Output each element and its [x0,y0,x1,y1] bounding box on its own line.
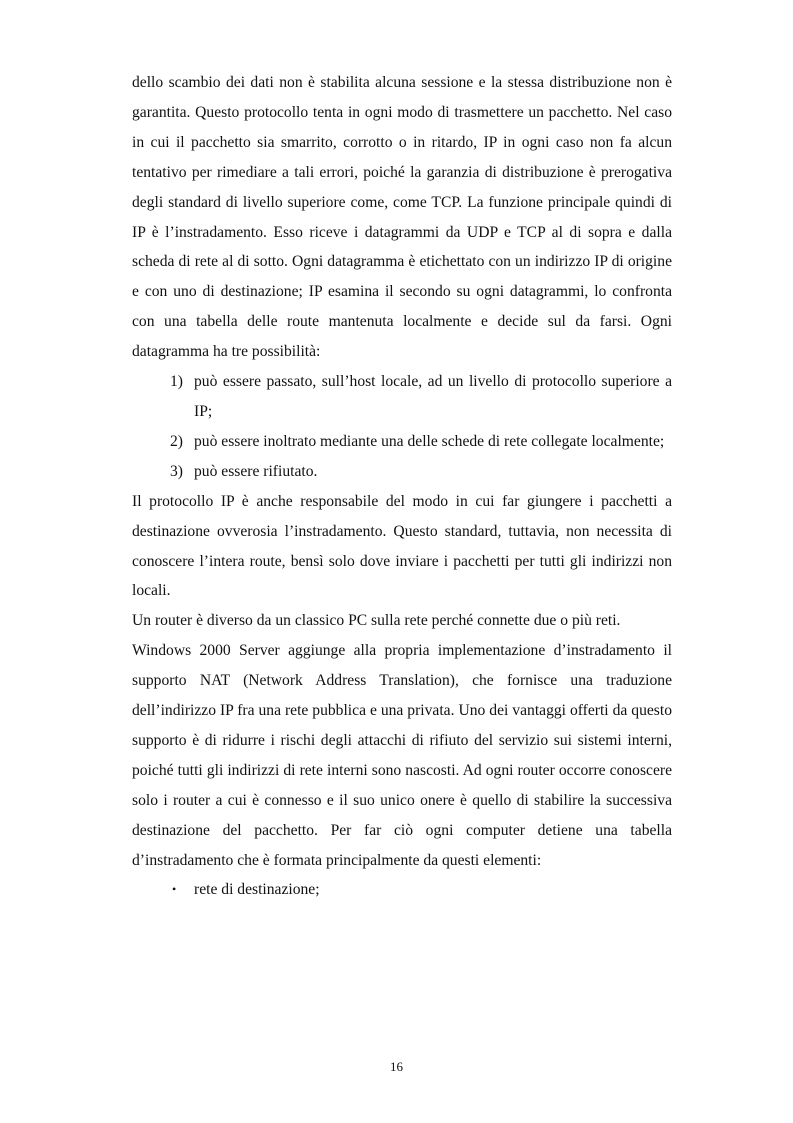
datagram-possibilities-list [132,367,672,487]
routing-table-elements-list [132,875,672,905]
list-item [170,457,672,487]
list-item-text: rete di destinazione; [194,881,320,899]
paragraph-windows-nat: Windows 2000 Server aggiunge alla propria implementazione d’instradamento il supporto NAT (Network Address Translation), che fornisce una traduzione dell’indirizzo IP fra una rete pubblica e una privata. Uno dei vantaggi offerti da questo supporto è di ridurre i rischi degli attacchi di rifiuto del servizio sui sistemi interni, poiché tutti gli indirizzi di rete interni sono nascosti. Ad ogni router occorre conoscere solo i router a cui è connesso e il suo unico onere è quello di stabilire la successiva destinazione del pacchetto. Per far ciò ogni computer detiene una tabella d’instradamento che è formata principalmente da questi elementi: [132,642,672,869]
list-item-number: 3) [170,462,183,480]
list-item-text: può essere inoltrato mediante una delle schede di rete collegate localmente; [194,432,665,450]
list-item-text: può essere rifiutato. [194,462,318,480]
bullet-icon: • [172,882,177,897]
list-item-number: 1) [170,373,183,391]
list-item [170,367,672,427]
list-item [170,875,672,905]
paragraph-ip-protocol: dello scambio dei dati non è stabilita alcuna sessione e la stessa distribuzione non è garantita. Questo protocollo tenta in ogni modo di trasmettere un pacchetto. Nel caso in cui il pacchetto sia smarrito, corrotto o in ritardo, IP in ogni caso non fa alcun tentativo per rimediare a tali errori, poiché la garanzia di distribuzione è prerogativa degli standard di livello superiore come, come TCP. La funzione principale quindi di IP è l’instradamento. Esso riceve i datagrammi da UDP e TCP al di sopra e dalla scheda di rete al di sotto. Ogni datagramma è etichettato con un indirizzo IP di origine e con uno di destinazione; IP esamina il secondo su ogni datagrammi, lo confronta con una tabella delle route mantenuta localmente e decide sul da farsi. Ogni datagramma ha tre possibilità: [132,74,672,361]
page-number: 16 [390,1059,403,1074]
paragraph-router: Un router è diverso da un classico PC sulla rete perché connette due o più reti. [132,612,621,630]
list-item-text: può essere passato, sull’host locale, ad un livello di protocollo superiore a IP; [194,373,672,420]
document-body [132,68,672,905]
list-item [170,427,672,457]
paragraph-ip-routing: Il protocollo IP è anche responsabile del modo in cui far giungere i pacchetti a destinazione ovverosia l’instradamento. Questo standard, tuttavia, non necessita di conoscere l’intera route, bensì solo dove inviare i pacchetti per tutti gli indirizzi non locali. [132,492,672,600]
list-item-number: 2) [170,432,183,450]
